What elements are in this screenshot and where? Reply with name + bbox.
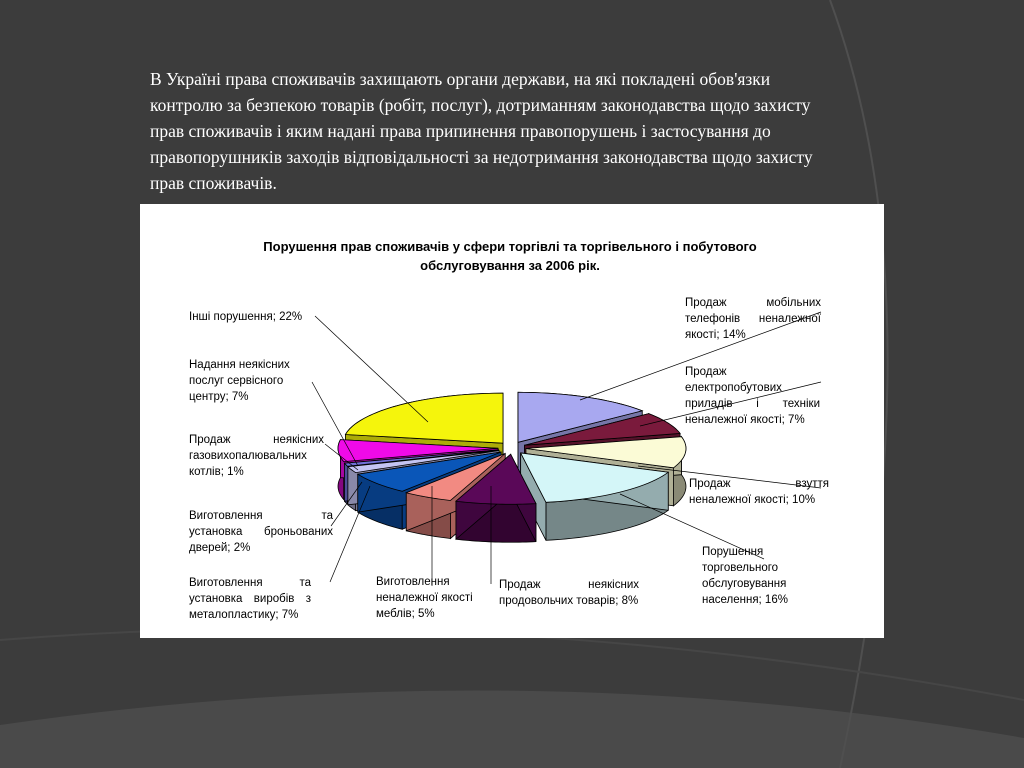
slice-label: Продаж неякісних газовихопалювальних котлів; 1% bbox=[189, 434, 324, 478]
leader-line bbox=[315, 316, 428, 422]
slice-label: Виготовлення неналежної якості меблів; 5% bbox=[376, 576, 473, 620]
slice-label: Продаж мобільних телефонів неналежної якості; 14% bbox=[685, 297, 821, 341]
chart-panel bbox=[140, 204, 884, 638]
slice-label: Інші порушення; 22% bbox=[189, 311, 303, 323]
slice-label: Виготовлення та установка виробів з металопластику; 7% bbox=[189, 577, 311, 621]
slice-label: Продаж неякісних продовольчих товарів; 8% bbox=[499, 579, 639, 607]
slice-label: Надання неякісних послуг сервісного центру; 7% bbox=[189, 359, 290, 403]
slice-label: Продаж електропобутових приладів і техніки неналежної якості; 7% bbox=[685, 366, 820, 426]
chart-title: Порушення прав споживачів у сфери торгівлі та торгівельного і побутового обслуговування за 2006 рік. bbox=[263, 239, 757, 273]
slice-label: Виготовлення та установка броньованих дверей; 2% bbox=[189, 510, 333, 554]
slice-label: Продаж взуття неналежної якості; 10% bbox=[689, 478, 829, 506]
slide-paragraph: В Україні права споживачів захищають органи держави, на які покладені обов'язки контролю за безпекою товарів (робіт, послуг), дотриманням законодавства щодо захисту прав споживачів і яким надані права припинення правопорушень і застосування до правопорушників заходів відповідальності за недотримання законодавства щодо захисту прав споживачів. bbox=[150, 69, 813, 193]
slice-label: Порушення торговельного обслуговування населення; 16% bbox=[702, 546, 788, 606]
